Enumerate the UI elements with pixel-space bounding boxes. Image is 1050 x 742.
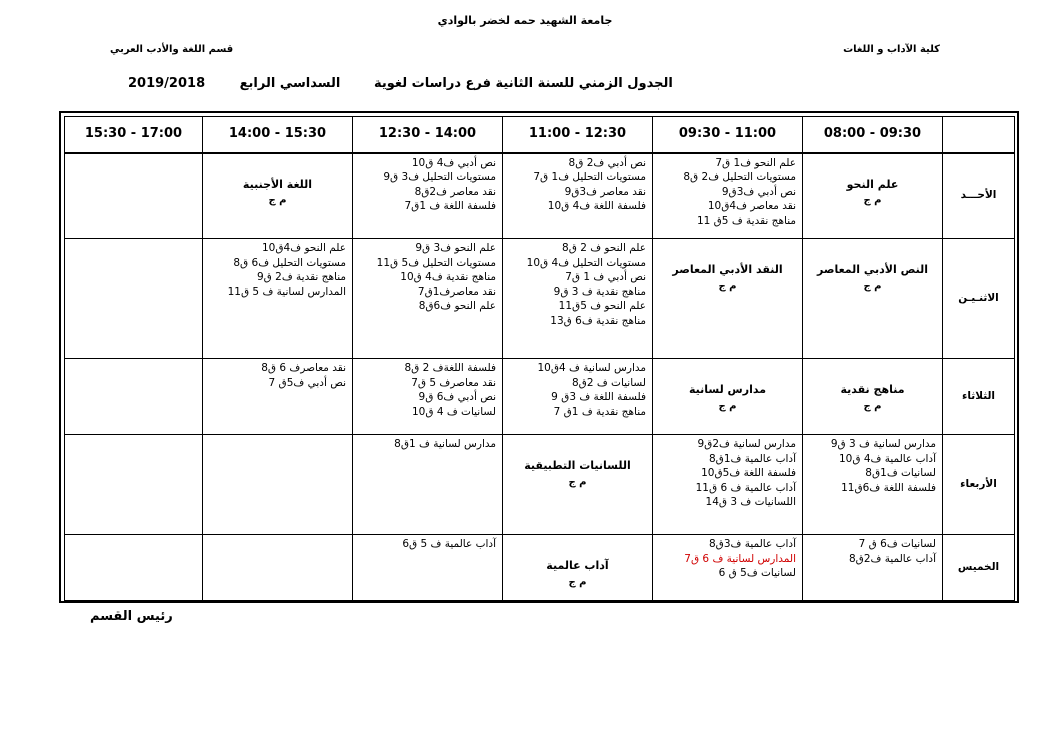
schedule-cell — [503, 153, 653, 239]
session-entry: فلسفة اللغة ف4 ق10 — [547, 200, 646, 213]
session-entry: آداب عالمية ف3ق8 — [708, 538, 796, 550]
session-entry: لسانيات ف 2ق8 — [571, 376, 646, 389]
session-entry: المدارس لسانية ف 6 ق7 — [684, 552, 796, 565]
session-entry: علم النحو ف3 ق9 — [415, 242, 496, 254]
schedule-cell — [203, 535, 353, 601]
schedule-cell — [803, 535, 943, 601]
session-entry: آداب عالمية ف 5 ق6 — [402, 538, 496, 550]
session-entry: آداب عالمية ف2ق8 — [848, 552, 936, 565]
session-entry: مدارس لسانية ف 3 ق9 — [830, 438, 936, 450]
corner-cell — [943, 117, 1015, 153]
day-name: الثلاثاء — [943, 359, 1015, 435]
schedule-cell — [803, 435, 943, 535]
session-entry: فلسفة اللغة ف5ق10 — [701, 467, 796, 480]
schedule-cell — [653, 359, 803, 435]
schedule-cell — [653, 239, 803, 359]
day-name: الخميس — [943, 535, 1015, 601]
schedule-cell — [653, 153, 803, 239]
session-entry: فلسفة اللغة ف 3ق 9 — [551, 391, 646, 404]
session-entry: فلسفة اللغة ف6ق11 — [841, 481, 936, 494]
session-entry: نقد معاصرف 6 ق8 — [261, 362, 346, 374]
session-entry: لسانيات ف1ق8 — [865, 467, 936, 480]
session-entry: علم النحو ف1 ق7 — [715, 156, 796, 169]
schedule-cell — [803, 359, 943, 435]
schedule-cell — [503, 535, 653, 601]
schedule-cell — [203, 239, 353, 359]
head-of-department-signature: رئيس القسم — [90, 609, 173, 624]
schedule-cell — [353, 535, 503, 601]
session-entry: مناهج نقدية ف 1ق 7 — [553, 405, 646, 418]
session-entry: آداب عالمية ف1ق8 — [708, 452, 796, 465]
session-entry: علم النحو ف 5ق11 — [558, 300, 646, 313]
day-name: الأربعاء — [943, 435, 1015, 535]
schedule-cell — [65, 239, 203, 359]
session-entry: فلسفة اللغة ف 1ق7 — [404, 200, 496, 213]
schedule-cell — [203, 153, 353, 239]
session-entry: لسانيات ف6 ق 7 — [858, 538, 936, 550]
schedule-cell — [203, 435, 353, 535]
day-row — [65, 153, 1015, 239]
lecture-subject: اللسانيات التطبيقية — [524, 459, 631, 472]
session-entry: مناهج نقدية ف 3 ق9 — [553, 285, 646, 298]
time-slot-header: 08:00 - 09:30 — [803, 117, 943, 153]
lecture-hall: م ج — [568, 576, 587, 588]
lecture-subject: النص الأدبي المعاصر — [816, 263, 928, 276]
time-slot-header: 11:00 - 12:30 — [503, 117, 653, 153]
lecture-subject: آداب عالمية — [546, 559, 609, 572]
schedule-cell — [353, 153, 503, 239]
session-entry: مستويات التحليل ف2 ق8 — [683, 171, 796, 184]
lecture-hall: م ج — [718, 400, 737, 412]
schedule-cell — [353, 239, 503, 359]
session-entry: مناهج نقدية ف2 ق9 — [256, 271, 346, 284]
schedule-cell — [65, 359, 203, 435]
session-entry: آداب عالمية ف 6 ق11 — [695, 481, 796, 494]
schedule-cell — [65, 435, 203, 535]
time-slot-header: 12:30 - 14:00 — [353, 117, 503, 153]
faculty-name: كلية الآداب و اللغات — [843, 44, 940, 55]
schedule-cell — [503, 359, 653, 435]
session-entry: علم النحو ف6ق8 — [418, 300, 496, 313]
day-row — [65, 535, 1015, 601]
time-slot-header: 15:30 - 17:00 — [65, 117, 203, 153]
session-entry: نص أدبي ف2 ق8 — [568, 156, 646, 169]
schedule-cell — [203, 359, 353, 435]
session-entry: نص أدبي ف5ق 7 — [268, 376, 346, 389]
time-slot-header: 14:00 - 15:30 — [203, 117, 353, 153]
session-entry: نص أدبي ف 1 ق7 — [565, 271, 646, 284]
semester-year — [128, 76, 340, 91]
lecture-hall: م ج — [863, 280, 882, 292]
lecture-hall: م ج — [863, 400, 882, 412]
schedule-cell — [803, 239, 943, 359]
session-entry: مدارس لسانية ف 4ق10 — [537, 362, 646, 374]
session-entry: آداب عالمية ف4 ق10 — [838, 452, 936, 465]
session-entry: علم النحو ف4ق10 — [262, 242, 346, 254]
session-entry: المدارس لسانية ف 5 ق11 — [227, 285, 346, 298]
day-name: الاثنـيـن — [943, 239, 1015, 359]
schedule-cell — [353, 359, 503, 435]
academic-year: 2019/2018 — [128, 76, 206, 91]
timetable — [64, 116, 1015, 601]
time-header-row — [65, 117, 1015, 153]
session-entry: مستويات التحليل ف1 ق7 — [533, 171, 646, 184]
time-slot-header: 09:30 - 11:00 — [653, 117, 803, 153]
lecture-hall: م ج — [718, 280, 737, 292]
schedule-cell — [65, 153, 203, 239]
session-entry: فلسفة اللغةف 2 ق8 — [404, 362, 496, 374]
lecture-subject: اللغة الأجنبية — [242, 177, 313, 191]
lecture-subject: مناهج نقدية — [840, 383, 905, 396]
session-entry: نقد معاصرف1ق7 — [417, 285, 496, 298]
session-entry: نقد معاصرف 5 ق7 — [411, 376, 496, 389]
schedule-cell — [65, 535, 203, 601]
session-entry: مدارس لسانية ف 1ق8 — [394, 438, 496, 450]
lecture-subject: علم النحو — [846, 177, 899, 191]
session-entry: مستويات التحليل ف6 ق8 — [233, 256, 346, 269]
schedule-cell — [503, 435, 653, 535]
lecture-hall: م ج — [568, 476, 587, 488]
lecture-hall: م ج — [268, 195, 287, 207]
session-entry: اللسانيات ف 3 ق14 — [705, 496, 796, 509]
schedule-cell — [503, 239, 653, 359]
schedule-cell — [653, 435, 803, 535]
session-entry: نقد معاصر ف3ق9 — [564, 185, 646, 198]
session-entry: مستويات التحليل ف3 ق9 — [383, 171, 496, 184]
day-row — [65, 359, 1015, 435]
lecture-subject: مدارس لسانية — [688, 383, 767, 396]
session-entry: مناهج نقدية ف 5ق 11 — [696, 214, 796, 227]
schedule-cell — [653, 535, 803, 601]
session-entry: لسانيات ف5 ق 6 — [718, 567, 796, 580]
session-entry: نص أدبي ف3ق9 — [721, 185, 796, 198]
day-name: الأحـــد — [943, 153, 1015, 239]
session-entry: نص أدبي ف6 ق9 — [418, 391, 496, 404]
session-entry: مستويات التحليل ف5 ق11 — [376, 256, 496, 269]
university-name: جامعة الشهيد حمه لخضر بالوادي — [437, 14, 613, 27]
session-entry: علم النحو ف 2 ق8 — [562, 242, 646, 254]
department-name: قسم اللغة والأدب العربي — [110, 44, 234, 55]
lecture-subject: النقد الأدبي المعاصر — [672, 263, 783, 276]
day-row — [65, 239, 1015, 359]
schedule-cell — [353, 435, 503, 535]
session-entry: مناهج نقدية ف4 ق10 — [400, 271, 496, 284]
lecture-hall: م ج — [863, 195, 882, 207]
session-entry: نقد معاصر ف4ق10 — [707, 200, 796, 213]
day-row — [65, 435, 1015, 535]
session-entry: مناهج نقدية ف6 ق13 — [550, 314, 646, 327]
session-entry: لسانيات ف 4 ق10 — [411, 405, 496, 418]
session-entry: مستويات التحليل ف4 ق10 — [526, 256, 646, 269]
semester-label: السداسي الرابع — [239, 76, 341, 91]
session-entry: نقد معاصر ف2ق8 — [414, 185, 496, 198]
schedule-title: الجدول الزمني للسنة الثانية فرع دراسات لغوية — [374, 76, 673, 91]
session-entry: مدارس لسانية ف2ق9 — [697, 438, 796, 450]
session-entry: نص أدبي ف4 ق10 — [411, 156, 496, 169]
schedule-cell — [803, 153, 943, 239]
